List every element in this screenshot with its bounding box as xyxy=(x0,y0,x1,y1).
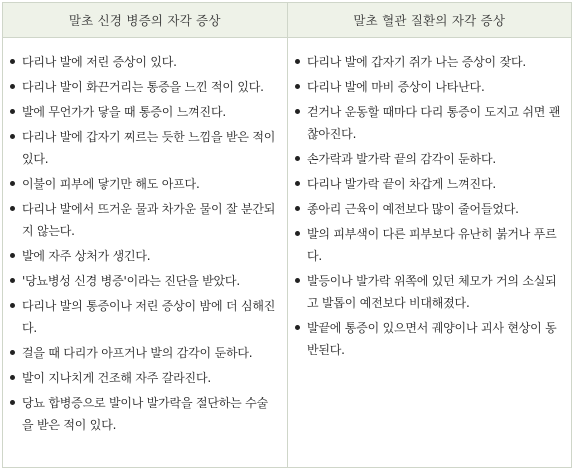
table-body-row xyxy=(3,38,571,467)
neuropathy-symptoms-column xyxy=(3,38,287,467)
symptom-text: 발끝에 통증이 있으면서 궤양이나 괴사 현상이 동반된다. xyxy=(307,321,557,357)
symptom-text: 당뇨 합병증으로 발이나 발가락을 절단하는 수술을 받은 적이 있다. xyxy=(22,396,268,432)
bullet-icon xyxy=(295,231,300,236)
bullet-icon xyxy=(10,84,15,89)
bullet-icon xyxy=(295,181,300,186)
symptom-item xyxy=(295,173,561,195)
symptom-text: 다리나 발에 갑자기 쥐가 나는 증상이 잦다. xyxy=(307,55,526,69)
symptom-item xyxy=(10,76,277,98)
symptom-item xyxy=(10,392,277,436)
symptom-text: 종아리 근육이 예전보다 많이 줄어들었다. xyxy=(307,202,519,216)
bullet-icon xyxy=(295,325,300,330)
symptom-item xyxy=(10,270,277,292)
bullet-icon xyxy=(10,109,15,114)
symptom-item xyxy=(295,76,561,98)
symptom-item xyxy=(295,101,561,145)
symptom-text: 발에 무언가가 닿을 때 통증이 느껴진다. xyxy=(22,105,226,119)
symptom-text: '당뇨병성 신경 병증'이라는 진단을 받았다. xyxy=(22,274,240,288)
bullet-icon xyxy=(10,206,15,211)
bullet-icon xyxy=(10,400,15,405)
bullet-icon xyxy=(10,303,15,308)
bullet-icon xyxy=(10,278,15,283)
symptom-text: 다리나 발이 화끈거리는 통증을 느낀 적이 있다. xyxy=(22,80,264,94)
bullet-icon xyxy=(10,375,15,380)
symptom-text: 걷거나 운동할 때마다 다리 통증이 도지고 쉬면 괜찮아진다. xyxy=(307,105,561,141)
bullet-icon xyxy=(295,278,300,283)
bullet-icon xyxy=(10,350,15,355)
symptom-text: 다리나 발가락 끝이 차갑게 느껴진다. xyxy=(307,177,496,191)
bullet-icon xyxy=(10,253,15,258)
symptom-text: 걸을 때 다리가 아프거나 발의 감각이 둔하다. xyxy=(22,346,253,360)
symptom-item xyxy=(10,51,277,73)
vascular-symptom-list xyxy=(295,51,561,361)
bullet-icon xyxy=(10,181,15,186)
header-peripheral-neuropathy: 말초 신경 병증의 자각 증상 xyxy=(68,13,221,28)
symptom-text: 발이 지나치게 건조해 자주 갈라진다. xyxy=(22,371,211,385)
symptom-table xyxy=(2,2,572,468)
symptom-text: 발의 피부색이 다른 피부보다 유난히 붉거나 푸르다. xyxy=(307,227,557,263)
symptom-text: 발에 자주 상처가 생긴다. xyxy=(22,249,151,263)
symptom-item xyxy=(295,223,561,267)
symptom-text: 다리나 발에 저린 증상이 있다. xyxy=(22,55,177,69)
symptom-item xyxy=(295,148,561,170)
neuropathy-symptom-list xyxy=(10,51,277,436)
bullet-icon xyxy=(295,84,300,89)
symptom-item xyxy=(295,270,561,314)
symptom-text: 이불이 피부에 닿기만 해도 아프다. xyxy=(22,177,200,191)
symptom-item xyxy=(295,317,561,361)
bullet-icon xyxy=(295,156,300,161)
symptom-item xyxy=(10,173,277,195)
symptom-item xyxy=(10,198,277,242)
header-peripheral-vascular-disease: 말초 혈관 질환의 자각 증상 xyxy=(287,3,572,37)
bullet-icon xyxy=(10,59,15,64)
bullet-icon xyxy=(10,134,15,139)
symptom-text: 손가락과 발가락 끝의 감각이 둔하다. xyxy=(307,152,496,166)
symptom-item xyxy=(10,245,277,267)
symptom-text: 발등이나 발가락 위쪽에 있던 체모가 거의 소실되고 발톱이 예전보다 비대해졌다. xyxy=(307,274,557,310)
symptom-item xyxy=(10,342,277,364)
symptom-item xyxy=(10,101,277,123)
table-header-row xyxy=(3,3,571,38)
symptom-text: 다리나 발에 갑자기 찌르는 듯한 느낌을 받은 적이 있다. xyxy=(22,130,276,166)
symptom-item xyxy=(10,295,277,339)
symptom-text: 다리나 발에 마비 증상이 나타난다. xyxy=(307,80,485,94)
symptom-item xyxy=(295,51,561,73)
symptom-text: 다리나 발에서 뜨거운 물과 차가운 물이 잘 분간되지 않는다. xyxy=(22,202,276,238)
bullet-icon xyxy=(295,206,300,211)
symptom-item xyxy=(10,126,277,170)
vascular-symptoms-column xyxy=(287,38,571,467)
symptom-item xyxy=(10,367,277,389)
symptom-text: 다리나 발의 통증이나 저린 증상이 밤에 더 심해진다. xyxy=(22,299,276,335)
bullet-icon xyxy=(295,109,300,114)
symptom-item xyxy=(295,198,561,220)
bullet-icon xyxy=(295,59,300,64)
